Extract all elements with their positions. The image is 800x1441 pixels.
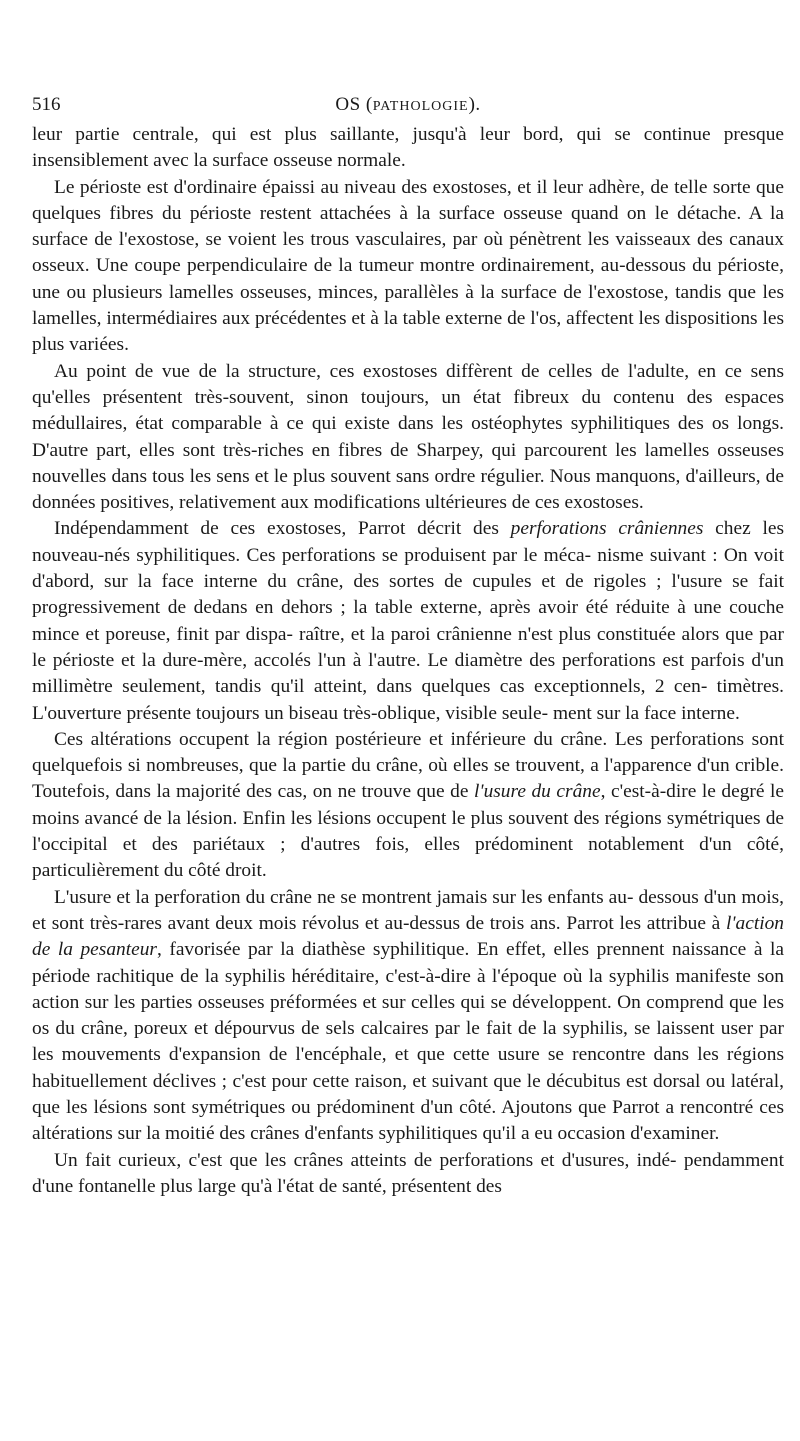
italic-term: l'action de la pesanteur: [32, 912, 784, 961]
page-number: 516: [32, 94, 61, 115]
running-head-prefix: OS (: [335, 94, 373, 115]
italic-term: perforations crâniennes: [510, 518, 704, 540]
paragraph-periosteum: Le périoste est d'ordinaire épaissi au niveau des exostoses, et il leur adhère, de telle sorte que quelques fibres du périoste restent attachées à la surface osseuse quand on le détache. A la surface de l'exostose, se voient les trous vasculaires, par où pénètrent les vaisseaux des canaux osseux. Une coupe perpendiculaire de la tumeur montre ordinairement, au-dessous du périoste, une ou plusieurs lamelles osseuses, minces, parallèles à la surface de l'exostose, tandis que les lamelles, intermédiaires aux précédentes et à la table externe de l'os, affectent les dispositions les plus variées.: [32, 176, 784, 356]
paragraph-text: , favorisée par la diathèse syphilitique. En effet, elles prennent naissance à la période rachitique de la syphilis héréditaire, c'est-à-dire à l'époque où la syphilis manifeste son action sur les parties osseuses préformées et sur celles qui se développent. On comprend que les os du crâne, poreux et dépourvus de sels calcaires par le fait de la syphilis, se laissent user par les mouvements d'expansion de l'encéphale, et que cette usure se rencontre dans les régions habituellement déclives ; c'est pour cette raison, et suivant que le décubitus est dorsal ou latéral, que les lésions sont symétriques ou prédominent d'un côté. Ajoutons que Parrot a rencontré ces altérations sur la moitié des crânes d'enfants syphilitiques qu'il a eu occasion d'examiner.: [32, 939, 784, 1145]
paragraph-text: Indépendamment de ces exostoses, Parrot décrit des: [54, 518, 511, 540]
body-text: [32, 122, 784, 1200]
paragraph-text: Ces altérations occupent la région postérieure et inférieure du crâne. Les perforations sont quelquefois si nombreuses, que la partie du crâne, où elles se trouvent, a l'apparence d'un crible. Toutefois, dans la majorité des cas, on ne trouve que de: [32, 728, 784, 803]
paragraph-text: L'usure et la perforation du crâne ne se montrent jamais sur les enfants au- dessous d'un mois, et sont très-rares avant deux mois révolus et au-dessus de trois ans. Parrot les attribue à: [32, 886, 784, 934]
running-head-smallcaps: PATHOLOGIE: [372, 99, 469, 114]
paragraph-usure: [32, 885, 784, 1148]
paragraph-text: chez les nouveau-nés syphilitiques. Ces perforations se produisent par le méca- nisme suivant : On voit d'abord, sur la face interne du crâne, des sortes de cupules et de rigoles ; l'usure se fait progressivement de dedans en dehors ; la table externe, après avoir été réduite à une couche mince et poreuse, finit par dispa- raître, et la paroi crânienne n'est plus constituée alors que par le périoste et la dure-mère, accolés l'un à l'autre. Le diamètre des perforations est parfois d'un millimètre seulement, tandis qu'il atteint, dans quelques cas exceptionnels, 2 cen- timètres. L'ouverture présente toujours un biseau très-oblique, visible seule- ment sur la face interne.: [32, 518, 785, 724]
book-page: [32, 94, 784, 1200]
italic-term: l'usure du crâne: [474, 781, 601, 803]
page-header: [32, 94, 784, 122]
paragraph-alterations: [32, 727, 784, 885]
paragraph-perforations: [32, 516, 784, 726]
paragraph-fait-curieux: Un fait curieux, c'est que les crânes atteints de perforations et d'usures, indé- pendamment d'une fontanelle plus large qu'à l'état de santé, présentent des: [32, 1149, 784, 1197]
paragraph-structure: Au point de vue de la structure, ces exostoses diffèrent de celles de l'adulte, en ce sens qu'elles présentent très-souvent, sinon toujours, un état fibreux du contenu des espaces médullaires, état comparable à ce qui existe dans les ostéophytes syphilitiques des os longs. D'autre part, elles sont très-riches en fibres de Sharpey, qui parcourent les lamelles osseuses nouvelles dans tous les sens et le plus souvent sans ordre régulier. Nous manquons, d'ailleurs, de données positives, relativement aux modifications ultérieures de ces exostoses.: [32, 360, 784, 514]
running-head-suffix: ).: [468, 94, 481, 115]
paragraph-continuation: leur partie centrale, qui est plus saillante, jusqu'à leur bord, qui se continue presque insensiblement avec la surface osseuse normale.: [32, 124, 784, 172]
paragraph-text: , c'est-à-dire le degré le moins avancé de la lésion. Enfin les lésions occupent le plus souvent des régions symétriques de l'occipital et des pariétaux ; d'autres fois, elles prédominent notablement d'un côté, particulièrement du côté droit.: [32, 781, 785, 882]
running-head: [32, 94, 784, 116]
